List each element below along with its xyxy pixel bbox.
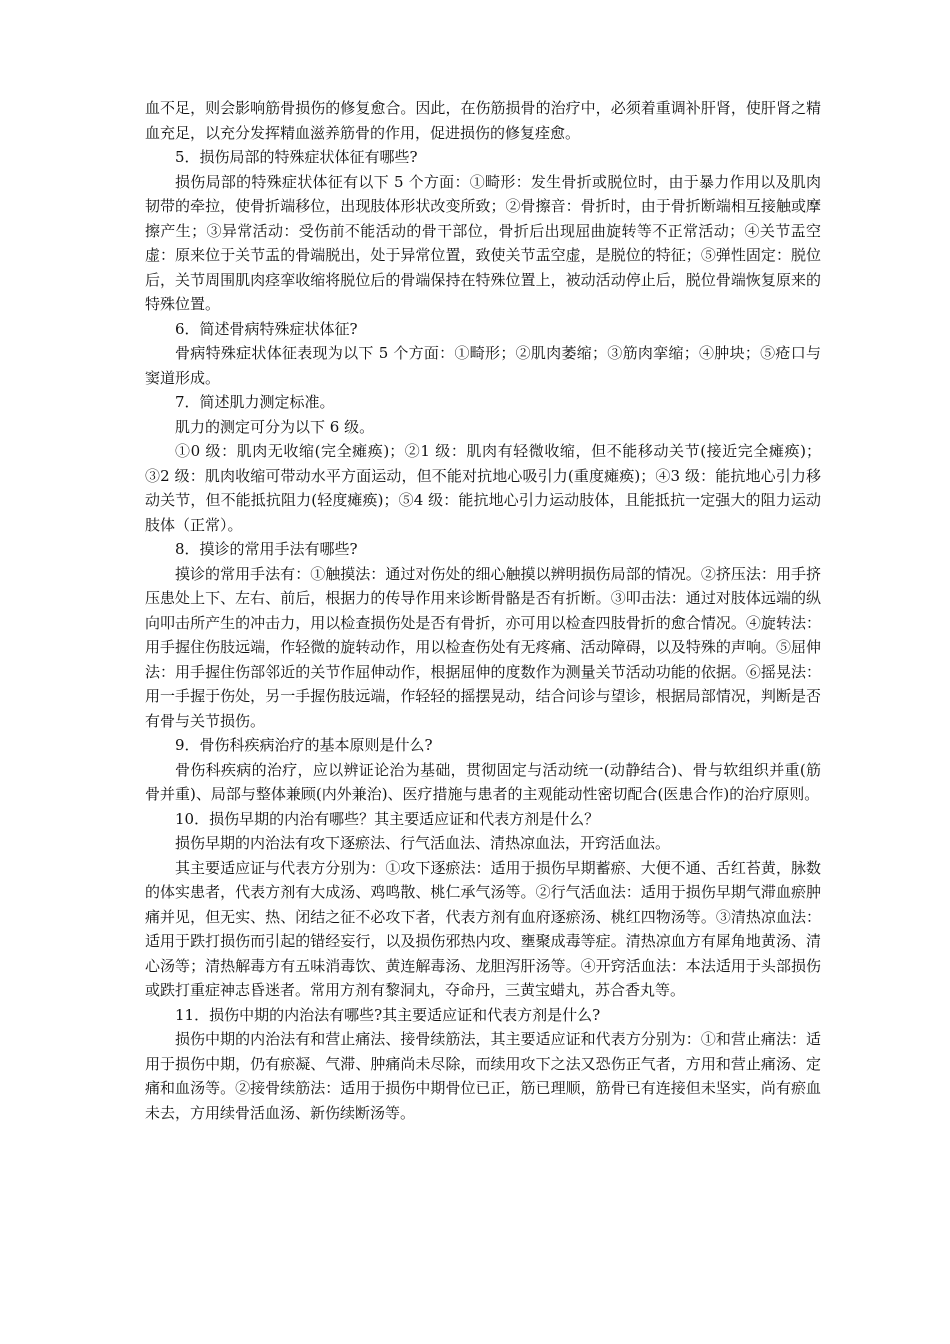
answer-5: 损伤局部的特殊症状体征有以下 5 个方面：①畸形：发生骨折或脱位时，由于暴力作用以及肌肉韧带的牵拉，使骨折端移位，出现肢体形状改变所致；②骨擦音：骨折时，由于骨折断端相互接触或摩擦产生；③异常活动：受伤前不能活动的骨干部位，骨折后出现屈曲旋转等不正常活动；④关节盂空虚：原来位于关节盂的骨端脱出，处于异常位置，致使关节盂空虚，是脱位的特征；⑤弹性固定：脱位后，关节周围肌肉痉挛收缩将脱位后的骨端保持在特殊位置上，被动活动停止后，脱位骨端恢复原来的特殊位置。 <box>145 172 821 313</box>
answer-7-levels: ①0 级：肌肉无收缩(完全瘫痪)；②1 级：肌肉有轻微收缩，但不能移动关节(接近完全瘫痪)；③2 级：肌肉收缩可带动水平方面运动，但不能对抗地心吸引力(重度瘫痪)；④3 级：能抗地心引力移动关节，但不能抵抗阻力(轻度瘫痪)；⑤4 级：能抗地心引力运动肢体，且能抵抗一定强大的阻力运动肢体（正常）。 <box>145 442 821 534</box>
question-8: 8．摸诊的常用手法有哪些? <box>175 540 358 558</box>
question-5: 5．损伤局部的特殊症状体征有哪些? <box>175 148 418 166</box>
paragraph-continuation: 血不足，则会影响筋骨损伤的修复愈合。因此，在伤筋损骨的治疗中，必须着重调补肝肾，使肝肾之精血充足，以充分发挥精血滋养筋骨的作用，促进损伤的修复痊愈。 <box>145 99 821 142</box>
answer-10-detail: 其主要适应证与代表方分别为：①攻下逐瘀法：适用于损伤早期蓄瘀、大便不通、舌红苔黄，脉数的体实患者，代表方剂有大成汤、鸡鸣散、桃仁承气汤等。②行气活血法：适用于损伤早期气滞血瘀肿痛并见，但无实、热、闭结之征不必攻下者，代表方剂有血府逐瘀汤、桃红四物汤等。③清热凉血法：适用于跌打损伤而引起的错经妄行，以及损伤邪热内攻、壅聚成毒等症。清热凉血方有犀角地黄汤、清心汤等；清热解毒方有五味消毒饮、黄连解毒汤、龙胆泻肝汤等。④开窍活血法：本法适用于头部损伤或跌打重症神志昏迷者。常用方剂有黎洞丸，夺命丹，三黄宝蜡丸，苏合香丸等。 <box>145 858 821 999</box>
question-11: 11．损伤中期的内治法有哪些?其主要适应证和代表方剂是什么? <box>175 1005 601 1024</box>
question-10: 10．损伤早期的内治有哪些？其主要适应证和代表方剂是什么？ <box>175 809 600 828</box>
answer-9: 骨伤科疾病的治疗，应以辨证论治为基础，贯彻固定与活动统一(动静结合)、骨与软组织并重(筋骨并重)、局部与整体兼顾(内外兼治)、医疗措施与患者的主观能动性密切配合(医患合作)的治疗原则。 <box>145 760 821 803</box>
question-9: 9．骨伤科疾病治疗的基本原则是什么? <box>175 736 433 754</box>
question-7: 7．简述肌力测定标准。 <box>175 393 335 411</box>
answer-6: 骨病特殊症状体征表现为以下 5 个方面：①畸形；②肌肉萎缩；③筋肉挛缩；④肿块；⑤疮口与窦道形成。 <box>145 344 821 387</box>
answer-8: 摸诊的常用手法有：①触摸法：通过对伤处的细心触摸以辨明损伤局部的情况。②挤压法：用手挤压患处上下、左右、前后，根据力的传导作用来诊断骨骼是否有折断。③叩击法：通过对肢体远端的纵向叩击所产生的冲击力，用以检查损伤处是否有骨折，亦可用以检查四肢骨折的愈合情况。④旋转法：用手握住伤肢远端，作轻微的旋转动作，用以检查伤处有无疼痛、活动障碍，以及特殊的声响。⑤屈伸法：用手握住伤部邻近的关节作屈伸动作，根据屈伸的度数作为测量关节活动功能的依据。⑥摇晃法：用一手握于伤处，另一手握伤肢远端，作轻轻的摇摆晃动，结合问诊与望诊，根据局部情况，判断是否有骨与关节损伤。 <box>145 564 821 730</box>
document-page <box>145 96 821 1125</box>
answer-11: 损伤中期的内治法有和营止痛法、接骨续筋法，其主要适应证和代表方分别为：①和营止痛法：适用于损伤中期，仍有瘀凝、气滞、肿痛尚未尽除，而续用攻下之法又恐伤正气者，方用和营止痛汤、定痛和血汤等。②接骨续筋法：适用于损伤中期骨位已正，筋已理顺，筋骨已有连接但未坚实，尚有瘀血未去，方用续骨活血汤、新伤续断汤等。 <box>145 1030 821 1122</box>
answer-7-intro: 肌力的测定可分为以下 6 级。 <box>175 417 375 436</box>
answer-10-intro: 损伤早期的内治法有攻下逐瘀法、行气活血法、清热凉血法，开窍活血法。 <box>175 834 671 852</box>
question-6: 6．简述骨病特殊症状体征? <box>175 319 358 338</box>
